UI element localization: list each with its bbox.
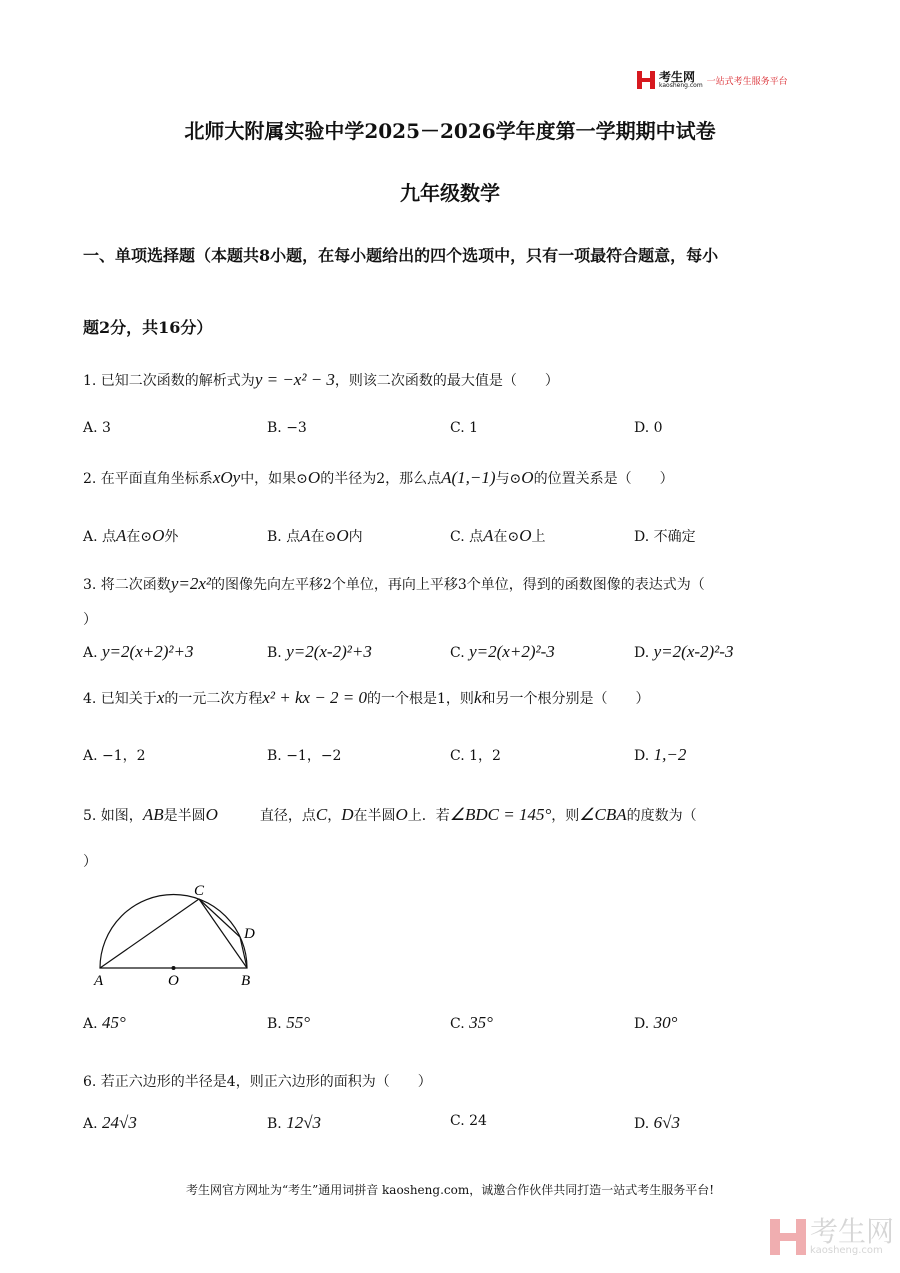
question-4-option-A [83,745,146,765]
question-6-option-C [450,1113,487,1129]
text-segment: 内 [348,529,363,545]
label-b: B [241,973,251,989]
question-3-option-C [450,642,555,662]
text-segment: C. [450,645,470,661]
text-segment: 上 [531,529,546,545]
text-segment: 的图像先向左平移2个单位，再向上平移3个单位，得到的函数图像的表达式为（ [210,577,705,593]
text-segment: ，则该二次函数的最大值是（ ） [334,373,559,389]
math-expression: xOy [212,468,241,487]
text-segment: 6. 若正六边形的半径是4，则正六边形的面积为（ ） [83,1074,432,1090]
footer-note: 考生网官方网址为“考生”通用词拼音 kaosheng.com，诚邀合作伙伴共同打造一站式考生服务平台! [185,1183,715,1197]
text-segment: D. [634,645,654,661]
text-segment: B. −3 [267,420,307,436]
question-3-stem-cont: ） [83,612,97,628]
question-4-option-C [450,745,501,765]
segment-ac [100,899,199,968]
question-5-option-D [634,1013,677,1033]
math-expression: y=2(x+2)²+3 [102,642,194,661]
watermark-name: 考生网 [810,1215,895,1248]
math-expression: y = −x² − 3 [254,370,335,389]
question-2-option-C [450,526,546,546]
text-segment: 直径，点 [217,808,316,824]
text-segment: D. [634,1016,654,1032]
math-expression: 1,−2 [653,745,687,764]
text-segment: 在半圆 [353,808,396,824]
text-segment: 2. 在平面直角坐标系 [83,471,213,487]
math-expression: 24√3 [102,1113,137,1132]
label-c: C [194,883,205,899]
segment-cd [199,899,240,937]
question-5-option-A [83,1013,126,1033]
math-expression: ∠CBA [579,805,627,824]
text-segment: 5. 如图， [83,808,143,824]
semicircle [100,895,247,968]
math-expression: 55° [286,1013,311,1032]
brand-slogan: 一站式考生服务平台 [706,76,788,87]
text-segment: C. 24 [450,1113,487,1129]
text-segment: 中，如果⊙ [240,471,308,487]
math-expression: y=2(x+2)²-3 [469,642,555,661]
exam-subtitle: 九年级数学 [400,181,500,205]
text-segment: A. [83,645,103,661]
math-expression: AB [142,805,164,824]
question-4-option-D [634,745,686,765]
question-1-stem [83,370,559,390]
text-segment: 的位置关系是（ ） [533,471,674,487]
question-3-stem [83,574,705,594]
exam-title: 北师大附属实验中学2025－2026学年度第一学期期中试卷 [184,119,716,143]
question-1-option-B [267,420,307,436]
math-expression: D [341,805,354,824]
math-expression: C [315,805,328,824]
text-segment: 3. 将二次函数 [83,577,171,593]
question-2-stem [83,468,674,488]
question-5-option-C [450,1013,493,1033]
text-segment: 的度数为（ [626,808,697,824]
text-segment: 和另一个根分别是（ ） [481,691,650,707]
math-expression: ∠BDC = 145° [449,805,552,824]
math-expression: O [152,526,165,545]
question-6-option-A [83,1113,137,1133]
question-5-stem-cont: ） [83,854,97,870]
math-expression: x² + kx − 2 = 0 [262,688,368,707]
label-a: A [94,973,104,989]
math-expression: 45° [102,1013,126,1032]
math-expression: O [336,526,349,545]
question-4-option-B [267,745,341,765]
text-segment: B. [267,645,287,661]
math-expression: A(1,−1) [441,468,496,487]
brand-logo [637,71,788,89]
brand-domain: kaosheng.com [659,82,703,89]
question-3-option-D [634,642,733,662]
text-segment: C. [450,1016,470,1032]
text-segment: 是半圆 [163,808,206,824]
semicircle-figure [90,878,270,990]
question-5-option-B [267,1013,310,1033]
question-5-stem [83,805,697,825]
text-segment: 的一元二次方程 [164,691,263,707]
text-segment: D. [634,1116,654,1132]
math-expression: 6√3 [653,1113,680,1132]
math-expression: A [300,526,311,545]
text-segment: D. 不确定 [634,529,696,545]
watermark-logo [770,1215,895,1256]
text-segment: A. 点 [83,529,117,545]
text-segment: B. 点 [267,529,301,545]
math-expression: x [156,688,165,707]
question-2-option-B [267,526,363,546]
text-segment: 1. 已知二次函数的解析式为 [83,373,255,389]
math-expression: O [519,526,532,545]
question-6-option-D [634,1113,680,1133]
question-1-option-C [450,420,478,436]
text-segment: A. −1，2 [83,748,146,764]
text-segment: A. [83,1016,103,1032]
math-expression: O [521,468,534,487]
brand-name: 考生网 [659,70,696,84]
text-segment: 在⊙ [493,529,520,545]
math-expression: 12√3 [286,1113,322,1132]
math-expression: O [205,805,218,824]
watermark-domain: kaosheng.com [810,1245,883,1256]
math-expression: 30° [653,1013,678,1032]
section-heading-cont: 题2分，共16分） [83,318,213,337]
label-d: D [244,926,255,942]
math-expression: A [483,526,494,545]
text-segment: B. [267,1016,287,1032]
math-expression: O [395,805,408,824]
text-segment: 与⊙ [495,471,522,487]
math-expression: k [473,688,482,707]
center-point [172,966,176,970]
text-segment: 在⊙ [126,529,153,545]
question-1-option-D [634,420,663,436]
segment-cb [199,899,247,968]
text-segment: ，则 [551,808,580,824]
question-2-option-A [83,526,178,546]
text-segment: 的一个根是1，则 [367,691,474,707]
text-segment: C. 1，2 [450,748,501,764]
text-segment: C. 点 [450,529,484,545]
text-segment: A. 3 [83,420,111,436]
section-heading: 一、单项选择题（本题共8小题，在每小题给出的四个选项中，只有一项最符合题意，每小 [83,246,719,265]
math-expression: y=2x² [170,574,211,593]
question-3-option-B [267,642,372,662]
question-1-option-A [83,420,111,436]
math-expression: y=2(x-2)²+3 [286,642,372,661]
text-segment: B. −1，−2 [267,748,342,764]
question-4-stem [83,688,649,708]
text-segment: A. [83,1116,103,1132]
text-segment: 上．若 [407,808,450,824]
question-2-option-D [634,526,696,546]
label-o: O [168,973,179,989]
question-3-option-A [83,642,193,662]
math-expression: A [116,526,127,545]
text-segment: C. 1 [450,420,479,436]
text-segment: D. 0 [634,420,663,436]
text-segment: 的半径为2，那么点 [320,471,442,487]
text-segment: 4. 已知关于 [83,691,157,707]
math-expression: 35° [469,1013,493,1032]
text-segment: 在⊙ [310,529,337,545]
question-6-option-B [267,1113,321,1133]
text-segment: 外 [164,529,179,545]
text-segment: ， [327,808,342,824]
text-segment: D. [634,748,654,764]
math-expression: y=2(x-2)²-3 [653,642,734,661]
text-segment: B. [267,1116,287,1132]
watermark-icon [770,1219,806,1255]
brand-logo-icon [637,71,655,89]
math-expression: O [307,468,321,487]
question-6-stem [83,1071,432,1091]
